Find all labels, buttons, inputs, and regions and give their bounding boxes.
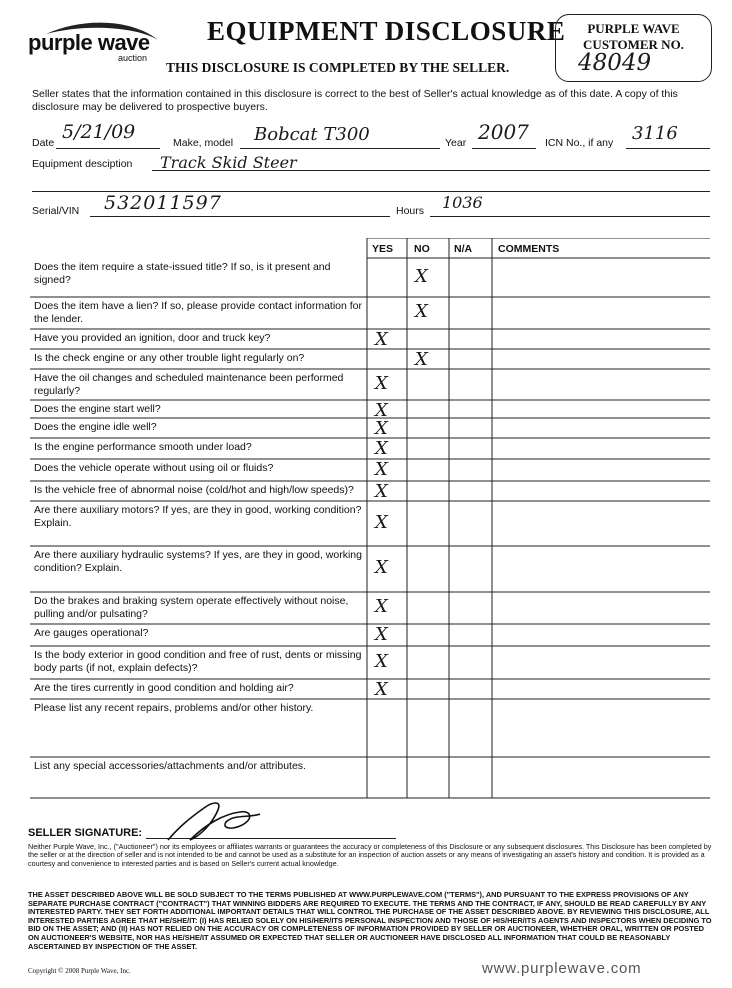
make-line: [240, 148, 440, 149]
answer-na-checkbox[interactable]: [457, 438, 492, 458]
year-label: Year: [445, 137, 467, 149]
serial-label: Serial/VIN: [32, 205, 80, 217]
answer-no-checkbox[interactable]: [415, 557, 449, 577]
answer-no-checkbox[interactable]: [415, 438, 449, 458]
question-text: Are there auxiliary hydraulic systems? If yes, are they in good, working condition? Explain.: [34, 549, 362, 574]
answer-na-checkbox[interactable]: [457, 481, 492, 501]
answer-yes-checkbox[interactable]: X: [375, 596, 388, 617]
column-header-comments: COMMENTS: [498, 243, 560, 255]
answer-no-checkbox[interactable]: X: [415, 349, 428, 370]
answer-na-checkbox[interactable]: [457, 596, 492, 616]
intro-statement: Seller states that the information contained in this disclosure is correct to the best of Seller's actual knowledge as of this date. A copy of this disclosure may be delivered to prospective buyers.: [32, 88, 678, 113]
question-text: Is the engine performance smooth under load?: [34, 441, 252, 453]
column-header-yes: YES: [372, 243, 394, 255]
year-field[interactable]: 2007: [478, 120, 529, 144]
answer-yes-checkbox[interactable]: [375, 716, 407, 736]
question-text: Does the item require a state-issued title? If so, is it present and signed?: [34, 261, 331, 286]
icn-label: ICN No., if any: [545, 137, 614, 149]
answer-yes-checkbox[interactable]: X: [375, 624, 388, 645]
answer-yes-checkbox[interactable]: [375, 266, 407, 286]
copyright-text: Copyright © 2008 Purple Wave, Inc.: [28, 967, 131, 975]
legal-terms-text: THE ASSET DESCRIBED ABOVE WILL BE SOLD SUBJECT TO THE TERMS PUBLISHED AT WWW.PURPLEWAVE.COM ("TERMS"), AND PURSUANT TO THE EXPRESS PROVISIONS OF ANY SEPARATE PURCHASE CONTRACT ("CONTRACT") THAT WINNING BIDDERS ARE REQUIRED TO EXECUTE. THE TERMS AND THE CONTRACT, IF ANY, SHOULD BE READ CAREFULLY BY ANY INTERESTED PARTY. THEY SET FORTH ADDITIONAL IMPORTANT DETAILS THAT WILL CONTROL THE PURCHASE OF THE ASSET DESCRIBED ABOVE. BY REVIEWING THIS DISCLOSURE, ALL INTERESTED PARTIES AGREE THAT HE/SHE/IT: (I) HAS RELIED SOLELY ON HIS/HER/ITS PERSONAL INSPECTION AND THOSE OF HIS/HER/ITS AGENTS AND INSPECTORS WHEN DECIDING TO BID ON THE ASSET; AND (II) HAS NOT RELIED ON THE ACCURACY OR COMPLETENESS OF INFORMATION PROVIDED BY SELLER OR AUCTIONEER, WHETHER ORAL, WRITTEN OR POSTED ON AUCTIONEER'S WEBSITE, NOR HAS HE/SHE/IT ASSUMED OR EXPECTED THAT SELLER OR AUCTIONEER HAVE DISCLOSED ALL INFORMATION THAT COULD BE REASONABLY ASCERTAINED BY INSPECTION OF THE ASSET.: [28, 890, 712, 951]
answer-yes-checkbox[interactable]: X: [375, 679, 388, 700]
answer-na-checkbox[interactable]: [457, 349, 492, 369]
make-label: Make, model: [173, 137, 234, 149]
answer-yes-checkbox[interactable]: X: [375, 650, 388, 672]
answer-yes-checkbox[interactable]: [375, 301, 407, 321]
answer-no-checkbox[interactable]: [415, 679, 449, 699]
answer-no-checkbox[interactable]: [415, 418, 449, 438]
page-subtitle: THIS DISCLOSURE IS COMPLETED BY THE SELLER.: [166, 60, 510, 75]
question-text: Does the vehicle operate without using oil or fluids?: [34, 462, 274, 474]
question-text: Are there auxiliary motors? If yes, are they in good, working condition? Explain.: [34, 504, 362, 529]
question-text: Have the oil changes and scheduled maintenance been performed regularly?: [34, 372, 344, 397]
date-field[interactable]: 5/21/09: [62, 121, 136, 143]
customer-label-1: PURPLE WAVE: [587, 21, 680, 36]
description-field[interactable]: Track Skid Steer: [160, 153, 297, 172]
seller-signature[interactable]: [160, 796, 270, 846]
serial-line: [90, 216, 390, 217]
answer-na-checkbox[interactable]: [457, 716, 492, 736]
answer-yes-checkbox[interactable]: X: [375, 557, 388, 578]
answer-na-checkbox[interactable]: [457, 400, 492, 420]
question-text: Does the engine idle well?: [34, 421, 157, 433]
question-text: Do the brakes and braking system operate effectively without noise, pulling and/or pulsating?: [34, 595, 349, 620]
answer-yes-checkbox[interactable]: X: [375, 418, 388, 439]
answer-no-checkbox[interactable]: [415, 512, 449, 532]
disclaimer-text: Neither Purple Wave, Inc., ("Auctioneer") nor its employees or affiliates warrants or guarantees the accuracy or completeness of this Disclosure or any subsequent disclosures. This Disclosure has been completed by the seller or at the direction of seller and is not intended to be and cannot be used as a substitute for an inspection of auction assets or any means of investigating an asset's history and condition. It is provided as a courtesy and convenience to interested parties and is based on Seller's current actual knowledge.: [28, 842, 712, 868]
question-text: Is the vehicle free of abnormal noise (cold/hot and high/low speeds)?: [34, 484, 354, 496]
date-line: [56, 148, 160, 149]
serial-field[interactable]: 532011597: [104, 192, 222, 214]
answer-na-checkbox[interactable]: [457, 373, 492, 393]
answer-no-checkbox[interactable]: [415, 329, 449, 349]
answer-yes-checkbox[interactable]: X: [375, 459, 388, 480]
answer-no-checkbox[interactable]: [415, 400, 449, 420]
question-text: List any special accessories/attachments and/or attributes.: [34, 760, 306, 772]
make-model-field[interactable]: Bobcat T300: [254, 124, 370, 145]
answer-yes-checkbox[interactable]: X: [375, 400, 388, 421]
answer-no-checkbox[interactable]: [415, 716, 449, 736]
customer-label-2: CUSTOMER NO.: [583, 37, 684, 52]
question-text: Is the check engine or any other trouble light regularly on?: [34, 352, 305, 364]
hours-field[interactable]: 1036: [442, 193, 483, 212]
answer-yes-checkbox[interactable]: X: [375, 511, 388, 533]
answer-na-checkbox[interactable]: [457, 766, 492, 786]
question-text: Please list any recent repairs, problems and/or other history.: [34, 702, 314, 714]
question-text: Is the body exterior in good condition and free of rust, dents or missing body parts (if not, explain defects)?: [34, 649, 362, 674]
answer-no-checkbox[interactable]: [415, 373, 449, 393]
logo-text: purple wave: [28, 30, 150, 55]
hours-label: Hours: [396, 205, 425, 217]
question-text: Are gauges operational?: [34, 627, 149, 639]
checklist-grid: [30, 238, 710, 828]
year-line: [472, 148, 536, 149]
date-label: Date: [32, 137, 55, 149]
question-text: Does the item have a lien? If so, please provide contact information for the lender.: [34, 300, 363, 325]
answer-na-checkbox[interactable]: [457, 329, 492, 349]
customer-number-value[interactable]: 48049: [578, 50, 652, 76]
answer-na-checkbox[interactable]: [457, 266, 492, 286]
answer-na-checkbox[interactable]: [457, 418, 492, 438]
seller-signature-label: SELLER SIGNATURE:: [28, 827, 143, 839]
website-url[interactable]: www.purplewave.com: [482, 960, 642, 977]
answer-yes-checkbox[interactable]: [375, 766, 407, 786]
logo-subtext: auction: [118, 53, 148, 63]
answer-yes-checkbox[interactable]: X: [375, 438, 388, 459]
answer-no-checkbox[interactable]: [415, 651, 449, 671]
answer-na-checkbox[interactable]: [457, 557, 492, 577]
answer-no-checkbox[interactable]: [415, 766, 449, 786]
answer-na-checkbox[interactable]: [457, 651, 492, 671]
answer-na-checkbox[interactable]: [457, 301, 492, 321]
answer-yes-checkbox[interactable]: X: [375, 329, 388, 350]
answer-na-checkbox[interactable]: [457, 512, 492, 532]
answer-no-checkbox[interactable]: [415, 596, 449, 616]
hours-line: [430, 216, 710, 217]
question-text: Does the engine start well?: [34, 403, 161, 415]
icn-line: [626, 148, 710, 149]
column-header-na: N/A: [454, 243, 473, 255]
column-header-no: NO: [414, 243, 430, 255]
icn-field[interactable]: 3116: [632, 123, 678, 144]
answer-na-checkbox[interactable]: [457, 624, 492, 644]
answer-yes-checkbox[interactable]: X: [375, 481, 388, 502]
question-text: Have you provided an ignition, door and truck key?: [34, 332, 271, 344]
answer-no-checkbox[interactable]: X: [415, 265, 428, 287]
question-text: Are the tires currently in good condition and holding air?: [34, 682, 294, 694]
answer-yes-checkbox[interactable]: [375, 349, 407, 369]
answer-no-checkbox[interactable]: [415, 624, 449, 644]
answer-yes-checkbox[interactable]: X: [375, 372, 388, 394]
answer-no-checkbox[interactable]: [415, 481, 449, 501]
answer-no-checkbox[interactable]: [415, 459, 449, 479]
answer-na-checkbox[interactable]: [457, 679, 492, 699]
answer-no-checkbox[interactable]: X: [415, 301, 428, 322]
description-label: Equipment desciption: [32, 158, 133, 170]
answer-na-checkbox[interactable]: [457, 459, 492, 479]
page-title: EQUIPMENT DISCLOSURE: [207, 16, 566, 46]
